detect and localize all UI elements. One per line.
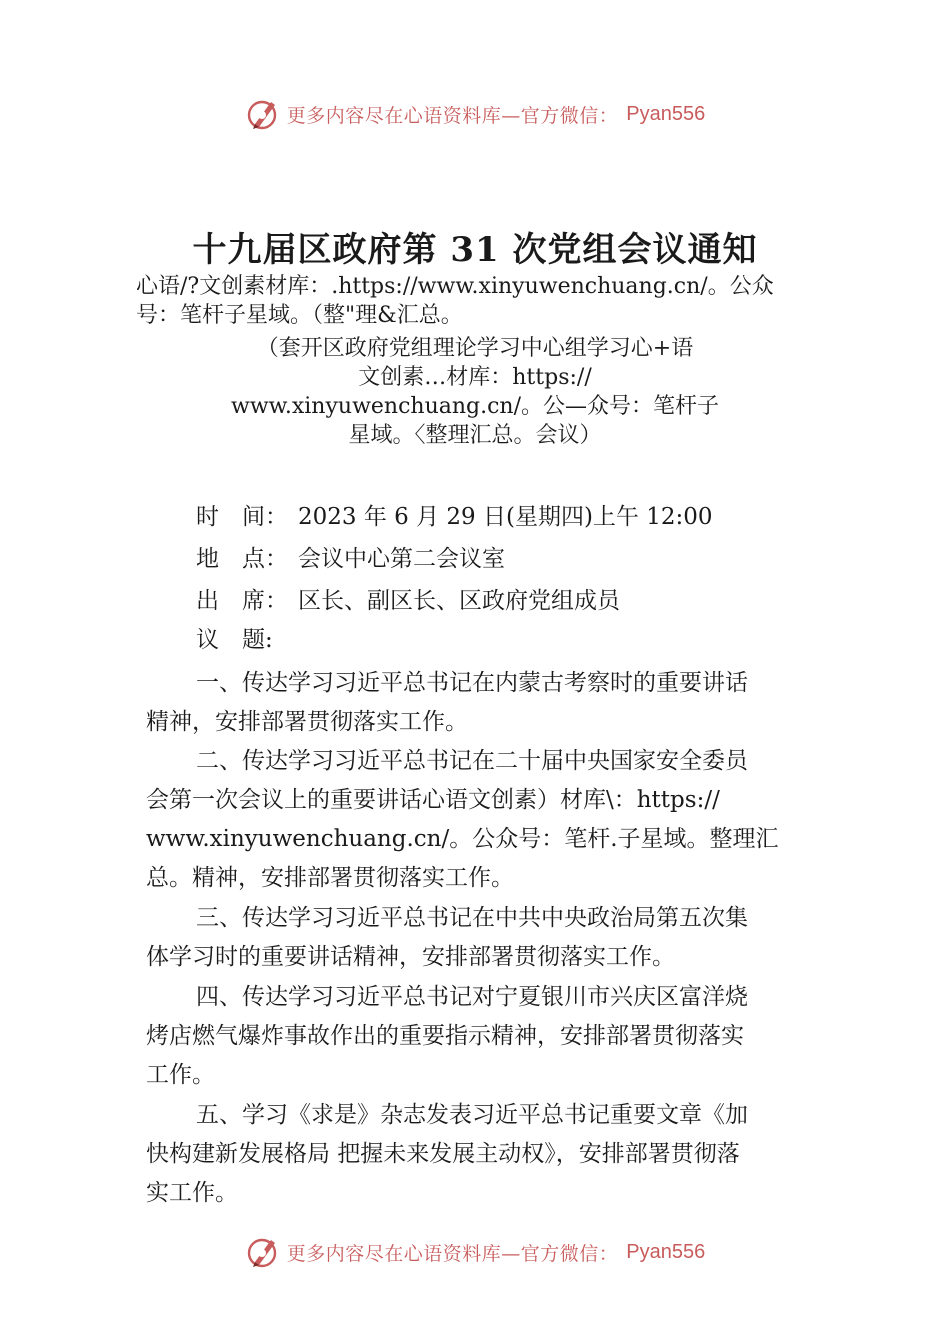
agenda-line: 总。精神，安排部署贯彻落实工作。	[146, 865, 514, 891]
agenda-line: 三、传达学习习近平总书记在中共中央政治局第五次集	[196, 905, 748, 931]
agenda-line: 五、学习《求是》杂志发表习近平总书记重要文章《加	[196, 1102, 748, 1128]
footer-watermark	[0, 1232, 950, 1272]
agenda-line: 会第一次会议上的重要讲话心语文创素）材库\：https://	[146, 787, 720, 813]
meeting-location	[196, 544, 505, 574]
meta-value: 会议中心第二会议室	[298, 546, 505, 572]
watermark-text: 更多内容尽在心语资料库—官方微信：	[286, 1242, 619, 1265]
agenda-item-5	[146, 1096, 810, 1213]
subtitle-line: （套开区政府党组理论学习中心组学习心+语	[256, 336, 694, 361]
pen-logo-icon	[245, 96, 281, 132]
meta-key: 时 间：	[196, 504, 288, 530]
meeting-attendees	[196, 586, 620, 616]
source-note: 心语/?文创素材库：.https://www.xinyuwenchuang.cn/。公众号：笔杆子星域。（整"理&汇总。	[136, 274, 774, 328]
meta-value: 2023 年 6 月 29 日(星期四)上午 12:00	[298, 504, 713, 530]
meeting-subtitle-note	[200, 334, 750, 450]
agenda-line: 一、传达学习习近平总书记在内蒙古考察时的重要讲话	[196, 670, 748, 696]
watermark-text: 更多内容尽在心语资料库—官方微信：	[286, 104, 619, 127]
document-title: 十九届区政府第 31 次党组会议通知	[192, 230, 758, 270]
meta-key: 出 席：	[196, 588, 288, 614]
watermark-wechat-id: Pyan556	[626, 102, 706, 125]
agenda-item-3	[146, 899, 810, 977]
subtitle-line: 星域。〈整理汇总。会议）	[348, 423, 602, 448]
agenda-line: www.xinyuwenchuang.cn/。公众号：笔杆.子星域。整理汇	[146, 826, 779, 852]
agenda-line: 快构建新发展格局 把握未来发展主动权》，安排部署贯彻落	[146, 1141, 740, 1167]
watermark-wechat-id: Pyan556	[626, 1240, 706, 1263]
header-watermark	[0, 94, 950, 134]
agenda-item-4	[146, 978, 810, 1095]
meta-value: 区长、副区长、区政府党组成员	[298, 588, 620, 614]
agenda-line: 四、传达学习习近平总书记对宁夏银川市兴庆区富洋烧	[196, 984, 748, 1010]
agenda-line: 实工作。	[146, 1180, 238, 1206]
meta-key: 议 题:	[196, 627, 273, 653]
meeting-topics-label	[196, 625, 298, 655]
meeting-time	[196, 502, 713, 532]
subtitle-line: www.xinyuwenchuang.cn/。公—众号：笔杆子	[230, 394, 720, 419]
agenda-item-1	[146, 664, 810, 742]
meta-key: 地 点：	[196, 546, 288, 572]
subtitle-line: 文创素…材库：https://	[358, 365, 592, 390]
agenda-line: 二、传达学习习近平总书记在二十届中央国家安全委员	[196, 748, 748, 774]
agenda-line: 烤店燃气爆炸事故作出的重要指示精神，安排部署贯彻落实	[146, 1023, 744, 1049]
agenda-line: 工作。	[146, 1062, 215, 1088]
agenda-item-2	[146, 742, 810, 898]
agenda-line: 体学习时的重要讲话精神，安排部署贯彻落实工作。	[146, 944, 675, 970]
agenda-line: 精神，安排部署贯彻落实工作。	[146, 709, 468, 735]
pen-logo-icon	[245, 1234, 281, 1270]
